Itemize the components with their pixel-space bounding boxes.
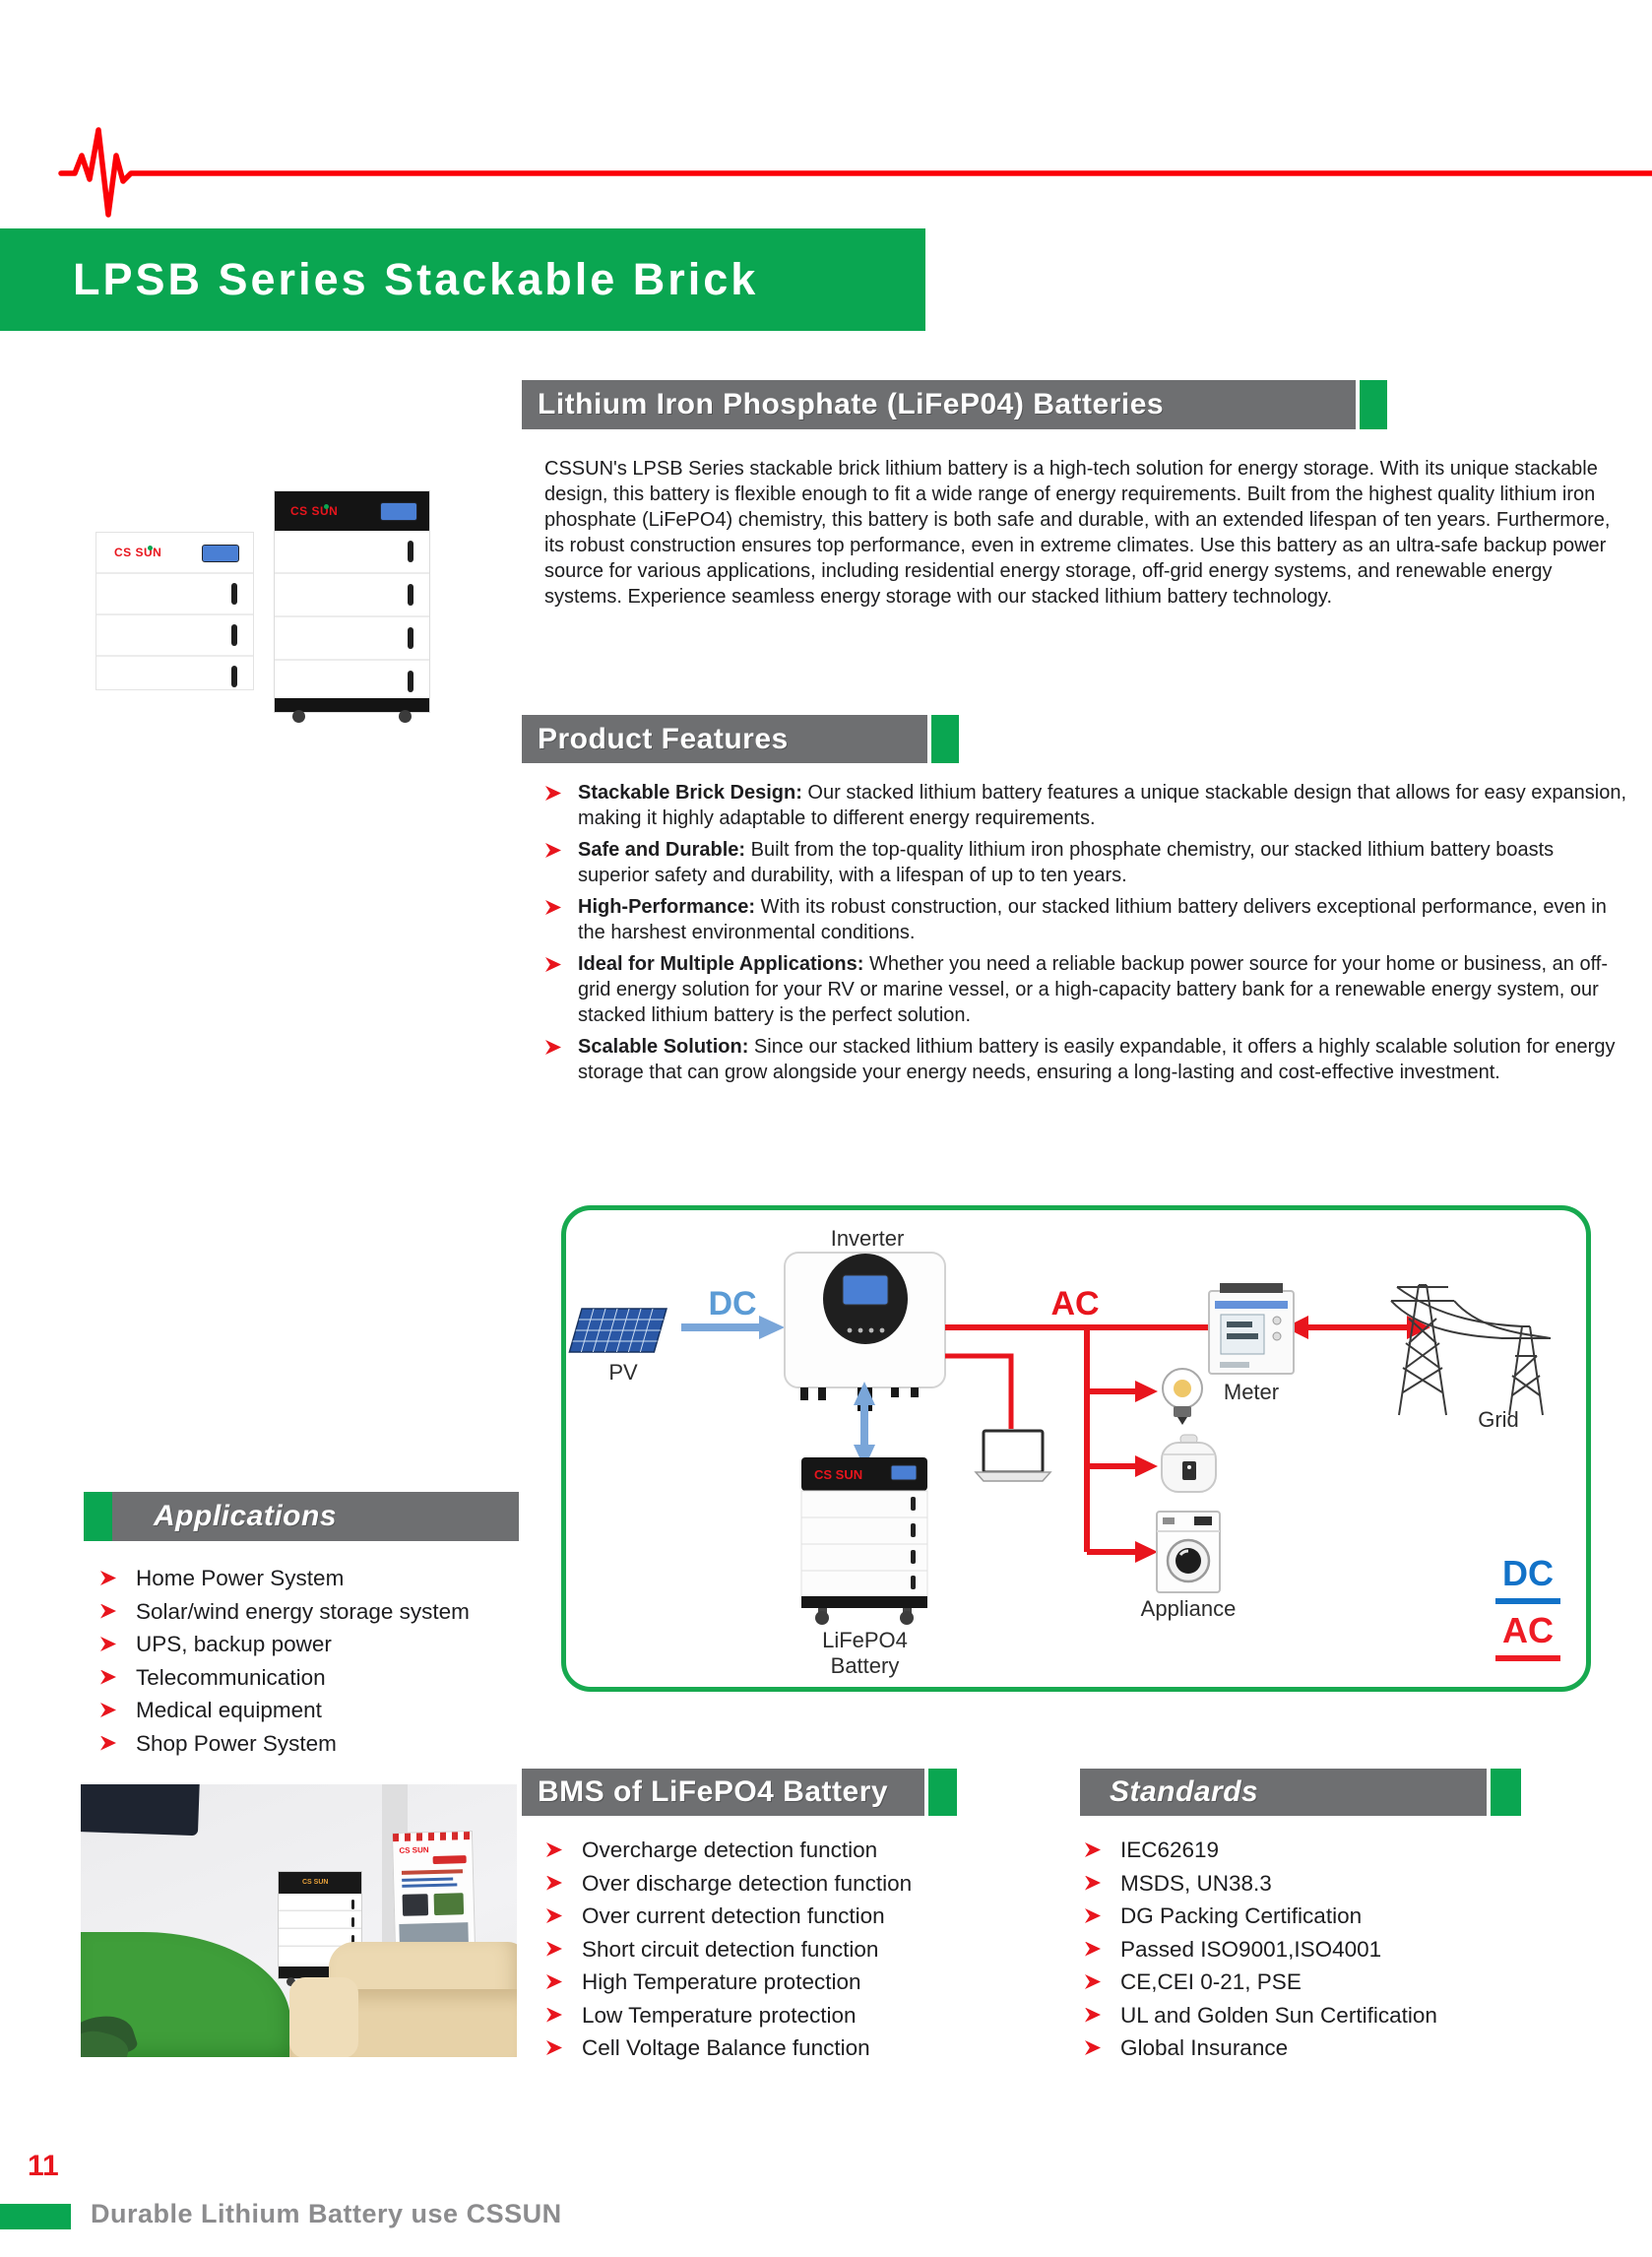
feature-text: Since our stacked lithium battery is easily expandable, it offers a highly scalable solution for energy storage that can grow alongside your energy needs, ensuring a long-lasting and cost-effective investment.: [578, 1036, 1616, 1083]
banner-text-line: [402, 1869, 463, 1875]
arrow-bullet-icon: [1085, 2040, 1101, 2055]
footer-green-bar: [0, 2204, 71, 2229]
application-item: Solar/wind energy storage system: [98, 1595, 470, 1629]
section-header-applications: [112, 1492, 519, 1541]
grid-label: Grid: [1478, 1407, 1519, 1432]
heartbeat-pulse-line: [39, 116, 1652, 234]
feature-text: With its robust construction, our stacked lithium battery delivers exceptional performance, even in the harshest environmental conditions.: [578, 896, 1607, 943]
standards-item: UL and Golden Sun Certification: [1083, 1999, 1437, 2032]
system-diagram: [561, 1205, 1591, 1692]
banner-ribbon: [433, 1855, 467, 1864]
light-bulb-icon: [1163, 1369, 1202, 1425]
pv-label: PV: [608, 1360, 638, 1385]
arrow-bullet-icon: [546, 1908, 562, 1923]
application-item: Home Power System: [98, 1562, 470, 1595]
arrow-bullet-icon: [546, 1974, 562, 1989]
handle-slot: [351, 1917, 354, 1927]
handle-slot: [351, 1900, 354, 1909]
arrow-bullet-icon: [545, 900, 561, 915]
standards-item: CE,CEI 0-21, PSE: [1083, 1966, 1437, 1999]
bms-item: Low Temperature protection: [544, 1999, 912, 2032]
arrow-bullet-icon: [100, 1571, 116, 1585]
handle-slot: [231, 583, 237, 605]
features-list: [544, 780, 1627, 1091]
feature-label: Stackable Brick Design:: [578, 782, 802, 804]
bms-item: Over discharge detection function: [544, 1867, 912, 1901]
battery-top-layer: [275, 491, 429, 531]
arrow-bullet-icon: [546, 2008, 562, 2023]
arrow-bullet-icon: [545, 843, 561, 858]
intro-paragraph: CSSUN's LPSB Series stackable brick lithium battery is a high-tech solution for energy storage. With its unique stackable design, this battery is flexible enough to fit a wide range of energy requirements. Built from the highest quality lithium iron phosphate (LiFePO4) chemistry, this battery is both safe and durable, with an extended lifespan of ten years. Furthermore, its robust construction ensures top performance, even in extreme climates. Use this battery as an ultra-safe backup power source for various applications, including residential energy storage, off-grid energy systems, and renewable energy systems. Experience seamless energy storage with our stacked lithium battery technology.: [544, 458, 1611, 608]
header-green-accent: [931, 715, 959, 763]
arrow-bullet-icon: [1085, 1942, 1101, 1957]
battery-module: [275, 659, 429, 702]
legend-ac: AC: [1495, 1610, 1560, 1661]
handle-slot: [408, 627, 413, 649]
header-green-accent: [84, 1492, 112, 1541]
battery-module: [96, 655, 253, 694]
standards-item: MSDS, UN38.3: [1083, 1867, 1437, 1901]
arrow-bullet-icon: [1085, 1876, 1101, 1891]
arrow-bullet-icon: [546, 1876, 562, 1891]
bms-list: [544, 1834, 912, 2065]
battery-display: [202, 545, 239, 562]
caster-wheel: [292, 710, 305, 723]
grid-towers-icon: [1391, 1285, 1551, 1415]
handle-slot: [231, 624, 237, 646]
battery-stack-tall: [274, 490, 430, 713]
footer-slogan: Durable Lithium Battery use CSSUN: [91, 2199, 562, 2228]
sofa-armrest: [289, 1977, 358, 2057]
header-green-accent: [1491, 1769, 1521, 1816]
banner-text-line: [402, 1877, 453, 1881]
feature-label: High-Performance:: [578, 896, 756, 918]
battery-module: [96, 613, 253, 655]
battery-module: [96, 572, 253, 613]
standards-item: IEC62619: [1083, 1834, 1437, 1867]
bms-item: Short circuit detection function: [544, 1933, 912, 1967]
arrow-bullet-icon: [546, 2040, 562, 2055]
battery-top-layer: [96, 533, 253, 572]
application-item: Telecommunication: [98, 1661, 470, 1695]
washing-machine-icon: [1157, 1512, 1220, 1592]
header-green-accent: [1360, 380, 1387, 429]
banner-product-photo: [403, 1894, 429, 1916]
cssun-logo: CS SUN: [814, 1467, 863, 1482]
system-diagram-graphics: [566, 1210, 1586, 1687]
applications-list: [98, 1562, 470, 1760]
laptop-icon: [976, 1431, 1050, 1481]
arrow-bullet-icon: [100, 1604, 116, 1619]
standards-item: DG Packing Certification: [1083, 1900, 1437, 1933]
feature-text: Our stacked lithium battery features a unique stackable design that allows for easy expansion, making it highly adaptable to different energy requirements.: [578, 782, 1627, 829]
arrow-bullet-icon: [545, 957, 561, 972]
pv-panel-icon: [569, 1309, 667, 1352]
battery-module: [275, 572, 429, 615]
bms-item: Overcharge detection function: [544, 1834, 912, 1867]
application-item: Shop Power System: [98, 1727, 470, 1761]
battery-module: [275, 531, 429, 572]
feature-label: Ideal for Multiple Applications:: [578, 953, 864, 975]
meter-label: Meter: [1223, 1380, 1280, 1404]
feature-item: [544, 1034, 1627, 1085]
bms-item: Cell Voltage Balance function: [544, 2031, 912, 2065]
legend-dc: DC: [1495, 1553, 1560, 1604]
dc-label: DC: [708, 1285, 757, 1322]
feature-label: Scalable Solution:: [578, 1036, 749, 1058]
feature-item: [544, 780, 1627, 831]
section-header-lifepo4-batteries: [522, 380, 1356, 429]
handle-slot: [231, 666, 237, 687]
section-title: Lithium Iron Phosphate (LiFeP04) Batteries: [538, 388, 1165, 420]
standards-list: [1083, 1834, 1437, 2065]
section-header-standards: [1080, 1769, 1487, 1816]
battery-display: [380, 502, 417, 521]
cooker-icon: [1162, 1435, 1216, 1492]
arrow-bullet-icon: [545, 786, 561, 801]
cssun-logo: CS SUN: [290, 504, 343, 518]
arrow-bullet-icon: [1085, 1842, 1101, 1857]
standards-item: Global Insurance: [1083, 2031, 1437, 2065]
battery-label: LiFePO4 Battery: [822, 1628, 908, 1678]
battery-module: [275, 615, 429, 659]
page-number: 11: [28, 2150, 59, 2182]
arrow-bullet-icon: [1085, 1908, 1101, 1923]
product-image-battery-stacks: [89, 483, 453, 729]
cssun-logo: CS SUN: [302, 1879, 329, 1886]
lifepo4-battery-icon: [801, 1457, 927, 1625]
banner-text-line: [402, 1883, 457, 1887]
feature-item: [544, 894, 1627, 945]
caster-wheel: [399, 710, 412, 723]
arrow-bullet-icon: [1085, 2008, 1101, 2023]
tv-screen: [81, 1784, 200, 1836]
arrow-bullet-icon: [1085, 1974, 1101, 1989]
feature-text: Built from the top-quality lithium iron phosphate chemistry, our stacked lithium battery boasts superior safety and durability, with a lifespan of up to ten years.: [578, 839, 1555, 886]
arrow-bullet-icon: [100, 1736, 116, 1751]
battery-stack-small: [95, 532, 254, 690]
section-title: Product Features: [538, 722, 789, 755]
section-header-bms: [522, 1769, 924, 1816]
title-banner: [0, 228, 925, 331]
arrow-bullet-icon: [545, 1040, 561, 1055]
section-title: Applications: [154, 1500, 338, 1532]
cssun-logo: CS SUN: [114, 546, 166, 559]
banner-product-photo: [434, 1893, 465, 1915]
banner-logo: CS SUN: [399, 1845, 429, 1855]
feature-item: [544, 951, 1627, 1028]
section-title: BMS of LiFePO4 Battery: [538, 1775, 889, 1808]
bms-item: Over current detection function: [544, 1900, 912, 1933]
feature-text: Whether you need a reliable backup power source for your home or business, an off-grid energy solution for your RV or marine vessel, or a high-capacity battery bank for a renewable energy system, our stacked lithium battery is the perfect solution.: [578, 953, 1608, 1026]
application-item: UPS, backup power: [98, 1628, 470, 1661]
ac-label: AC: [1050, 1285, 1100, 1322]
standards-item: Passed ISO9001,ISO4001: [1083, 1933, 1437, 1967]
arrow-bullet-icon: [546, 1942, 562, 1957]
handle-slot: [408, 671, 413, 692]
inverter-label: Inverter: [830, 1226, 905, 1251]
section-title: Standards: [1110, 1775, 1259, 1808]
showroom-photo: [81, 1784, 517, 2057]
feature-item: [544, 837, 1627, 888]
banner-trim: [393, 1832, 472, 1841]
arrow-bullet-icon: [100, 1637, 116, 1651]
application-item: Medical equipment: [98, 1694, 470, 1727]
battery-top-layer: [279, 1872, 361, 1894]
feature-label: Safe and Durable:: [578, 839, 746, 861]
header-green-accent: [928, 1769, 957, 1816]
appliance-label: Appliance: [1140, 1596, 1237, 1621]
page-title: LPSB Series Stackable Brick: [73, 254, 759, 304]
arrow-bullet-icon: [100, 1703, 116, 1717]
handle-slot: [408, 541, 413, 562]
arrow-bullet-icon: [546, 1842, 562, 1857]
section-header-product-features: [522, 715, 927, 763]
handle-slot: [408, 584, 413, 606]
meter-icon: [1209, 1283, 1294, 1374]
arrow-bullet-icon: [100, 1670, 116, 1685]
bms-item: High Temperature protection: [544, 1966, 912, 1999]
